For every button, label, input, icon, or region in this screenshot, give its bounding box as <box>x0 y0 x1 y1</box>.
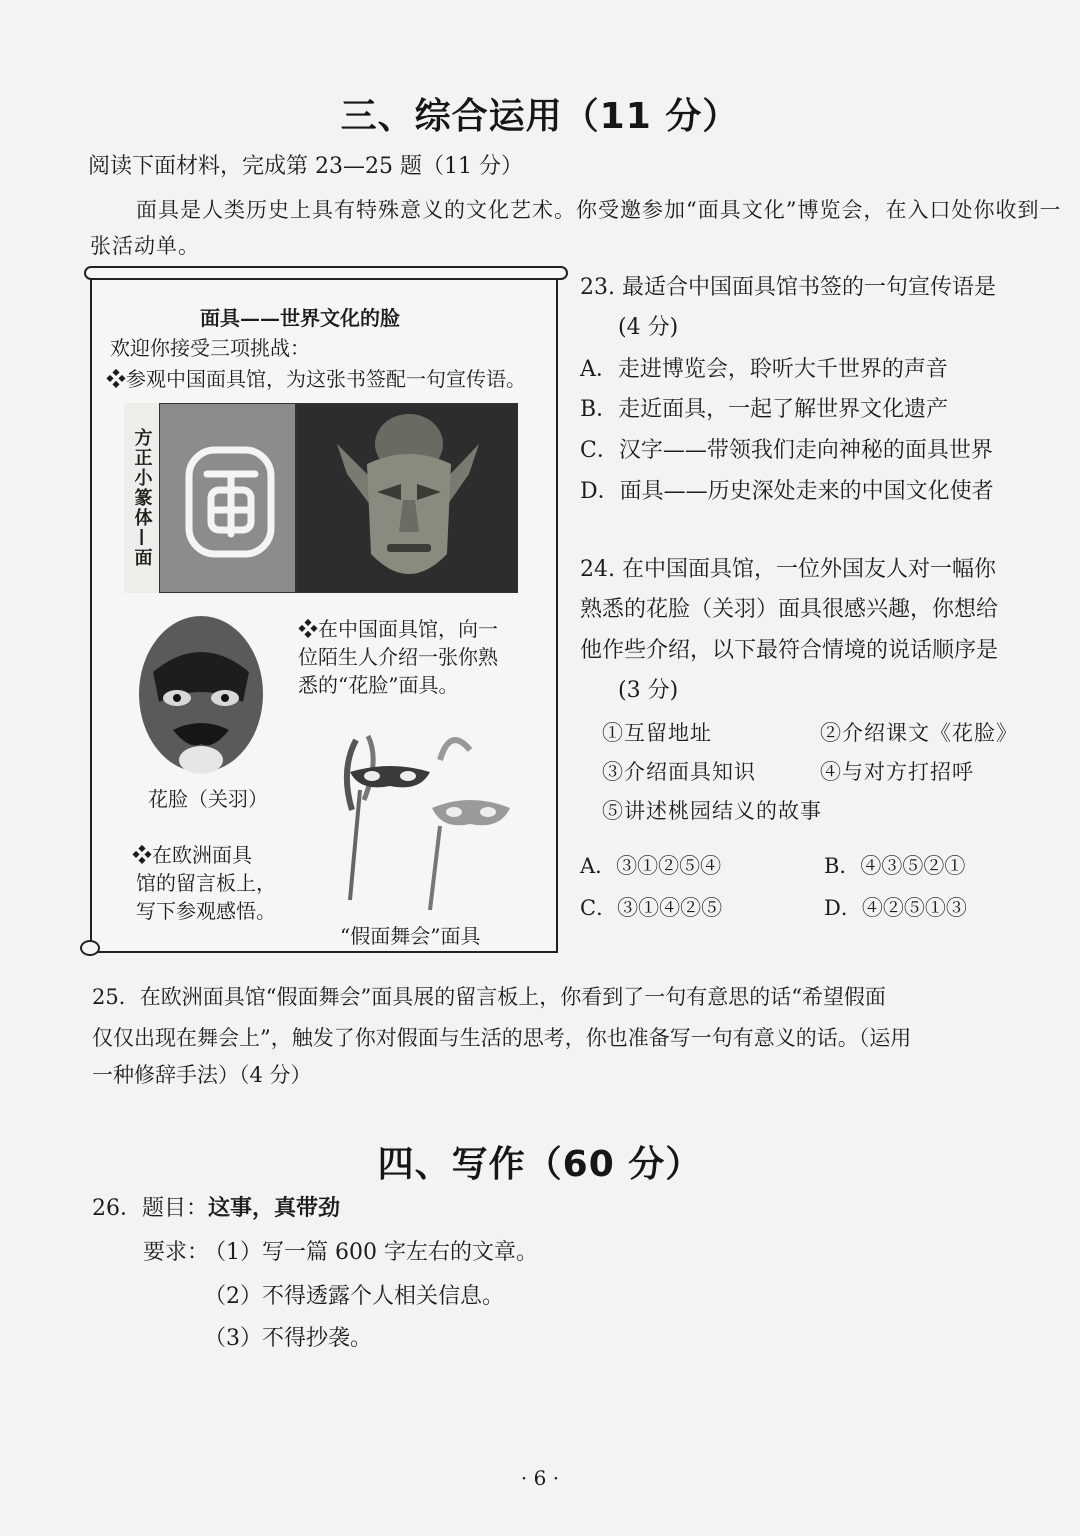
page-number: · 6 · <box>520 1466 560 1490</box>
q26-requirements-label: 要求： <box>143 1240 210 1265</box>
reading-instruction: 阅读下面材料，完成第 23—25 题（11 分） <box>88 154 523 179</box>
q24-item-1: ①互留地址 <box>602 721 712 745</box>
scroll-task-1: ❖参观中国面具馆，为这张书签配一句宣传语。 <box>106 367 526 391</box>
q24-item-5: ⑤讲述桃园结义的故事 <box>602 799 822 823</box>
q24-stem-line-2: 熟悉的花脸（关羽）面具很感兴趣，你想给 <box>580 597 999 622</box>
q25-line-3: 一种修辞手法）（4 分） <box>92 1063 312 1087</box>
scroll-top-roll <box>84 266 568 280</box>
q24-item-3: ③介绍面具知识 <box>602 760 756 784</box>
bronze-mask-image <box>296 403 518 593</box>
scroll-title: 面具——世界文化的脸 <box>200 306 400 330</box>
q26-label: 26．题目： <box>92 1196 208 1221</box>
q23-option-d: D．面具——历史深处走来的中国文化使者 <box>580 479 994 504</box>
q24-answer-d: D．④②⑤①③ <box>824 896 967 920</box>
q23-option-b: B．走近面具，一起了解世界文化遗产 <box>580 397 949 422</box>
q23-option-c: C．汉字——带领我们走向神秘的面具世界 <box>580 438 993 463</box>
scroll-bottom-roll <box>80 940 100 956</box>
q24-answer-a: A．③①②⑤④ <box>580 854 722 878</box>
q24-answer-b: B．④③⑤②① <box>824 854 966 878</box>
q24-stem-line-3: 他作些介绍，以下最符合情境的说话顺序是 <box>580 638 999 663</box>
scroll-task-2-line-1: ❖在中国面具馆，向一 <box>298 617 498 641</box>
scroll-task-3-line-2: 馆的留言板上， <box>136 871 276 895</box>
q25-line-2: 仅仅出现在舞会上”，触发了你对假面与生活的思考，你也准备写一句有意义的话。（运用 <box>92 1026 912 1050</box>
q26-essay-title: 这事，真带劲 <box>208 1196 341 1221</box>
q24-score: (3 分) <box>618 678 679 703</box>
q26-requirement-3: （3）不得抄袭。 <box>204 1326 372 1351</box>
huanian-caption: 花脸（关羽） <box>148 787 268 811</box>
q25-line-1: 25．在欧洲面具馆“假面舞会”面具展的留言板上，你看到了一句有意思的话“希望假面 <box>92 985 886 1009</box>
scroll-task-2-line-3: 悉的“花脸”面具。 <box>298 673 459 697</box>
q26-requirement-2: （2）不得透露个人相关信息。 <box>204 1284 504 1309</box>
q24-item-4: ④与对方打招呼 <box>820 760 974 784</box>
q24-answer-c: C．③①④②⑤ <box>580 896 723 920</box>
scroll-welcome: 欢迎你接受三项挑战： <box>110 336 310 360</box>
q23-score: (4 分) <box>618 315 679 340</box>
masquerade-caption: “假面舞会”面具 <box>340 924 481 948</box>
q26-requirement-1: （1）写一篇 600 字左右的文章。 <box>204 1240 538 1265</box>
masquerade-masks-image <box>320 730 520 920</box>
scroll-task-3-line-1: ❖在欧洲面具 <box>132 843 252 867</box>
section-4-title: 四、写作（60 分） <box>377 1144 703 1185</box>
seal-script-label: 方正小篆体—面 <box>124 403 160 593</box>
intro-paragraph: 面具是人类历史上具有特殊意义的文化艺术。你受邀参加“面具文化”博览会，在入口处你收到一张活动单。 <box>90 198 1062 258</box>
q24-stem-line-1: 24. 在中国面具馆，一位外国友人对一幅你 <box>580 557 996 582</box>
q24-item-2: ②介绍课文《花脸》 <box>820 721 1018 745</box>
q26-prompt <box>92 1192 340 1226</box>
scroll-task-3-line-3: 写下参观感悟。 <box>136 899 276 923</box>
section-3-title: 三、综合运用（11 分） <box>340 96 740 137</box>
huanian-guanyu-mask-image <box>133 612 269 782</box>
scroll-task-2-line-2: 位陌生人介绍一张你熟 <box>298 645 498 669</box>
q23-option-a: A．走进博览会，聆听大千世界的声音 <box>580 357 948 382</box>
q23-stem: 23. 最适合中国面具馆书签的一句宣传语是 <box>580 275 996 300</box>
